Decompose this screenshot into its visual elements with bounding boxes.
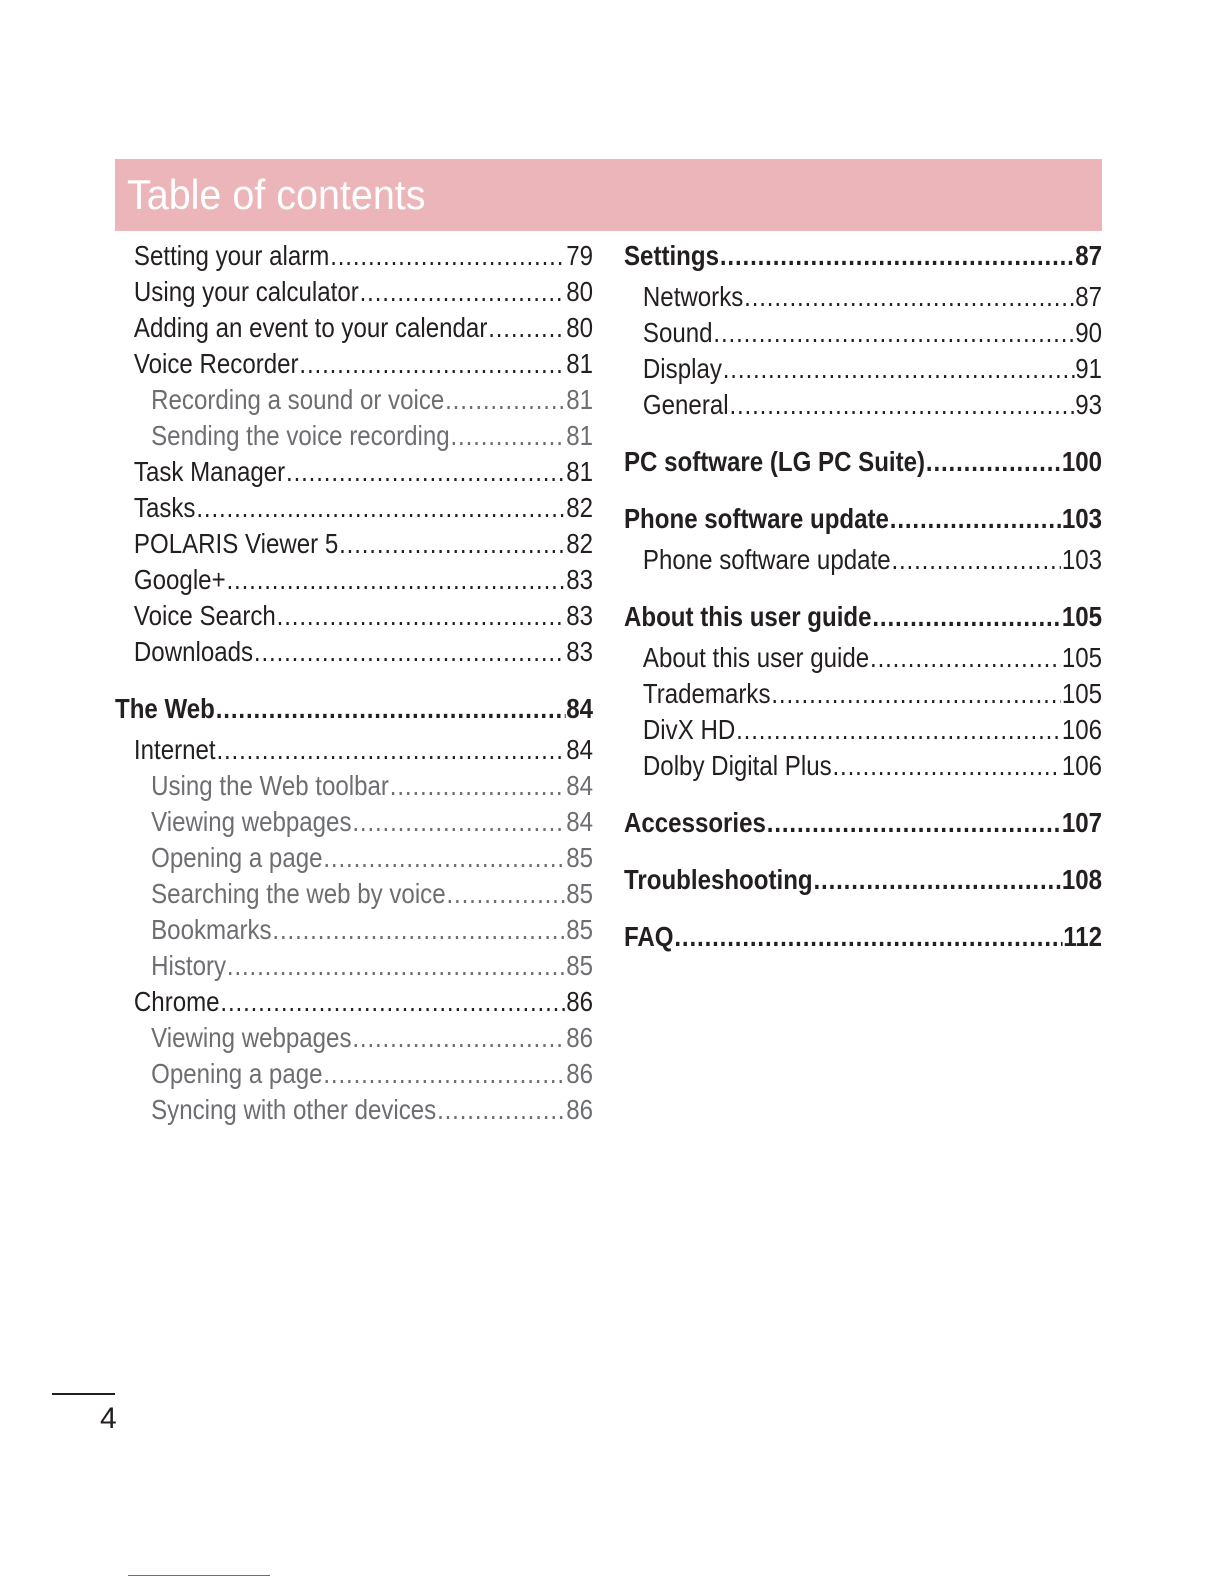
dot-leader: [771, 676, 1061, 712]
dot-leader: [445, 382, 565, 418]
toc-entry-label: About this user guide: [642, 642, 870, 673]
dot-leader: [451, 418, 566, 454]
toc-entry-label: Dolby Digital Plus: [642, 750, 832, 781]
toc-entry-label: Downloads: [133, 636, 254, 667]
dot-leader: [299, 346, 565, 382]
toc-entry-page: 105: [1061, 642, 1103, 673]
toc-entry[interactable]: [115, 804, 593, 840]
toc-entry-page: 81: [566, 420, 594, 451]
toc-entry-label: Opening a page: [151, 1058, 323, 1089]
dot-leader: [872, 599, 1061, 635]
toc-entry-label: Networks: [642, 281, 744, 312]
toc-entry-page: 81: [566, 348, 594, 379]
toc-entry[interactable]: [115, 310, 593, 346]
toc-entry-page: 106: [1061, 714, 1103, 745]
toc-entry[interactable]: [624, 501, 1102, 537]
toc-entry-label: Phone software update: [642, 544, 891, 575]
toc-entry-label: PC software (LG PC Suite): [624, 446, 926, 477]
toc-entry-page: 84: [566, 734, 594, 765]
toc-entry[interactable]: [624, 599, 1102, 635]
dot-leader: [220, 984, 565, 1020]
dot-leader: [390, 768, 566, 804]
toc-entry-page: 84: [566, 806, 594, 837]
toc-entry-label: Google+: [133, 564, 226, 595]
dot-leader: [446, 876, 565, 912]
toc-entry-page: 79: [566, 240, 594, 271]
toc-entry-page: 86: [566, 1058, 594, 1089]
toc-entry[interactable]: [115, 346, 593, 382]
dot-leader: [254, 634, 566, 670]
toc-entry-label: Using your calculator: [133, 276, 359, 307]
toc-entry[interactable]: [624, 712, 1102, 748]
toc-entry[interactable]: [115, 454, 593, 490]
toc-entry[interactable]: [115, 768, 593, 804]
toc-entry-page: 93: [1075, 389, 1103, 420]
toc-entry-label: Viewing webpages: [151, 806, 352, 837]
toc-entry[interactable]: [115, 948, 593, 984]
toc-entry-label: The Web: [115, 693, 215, 724]
dot-leader: [226, 562, 565, 598]
toc-entry-page: 82: [566, 528, 594, 559]
toc-entry-label: Task Manager: [133, 456, 286, 487]
toc-entry-page: 81: [566, 384, 594, 415]
dot-leader: [729, 387, 1074, 423]
toc-entry[interactable]: [115, 1020, 593, 1056]
toc-entry-label: Using the Web toolbar: [151, 770, 389, 801]
toc-entry[interactable]: [115, 634, 593, 670]
dot-leader: [360, 274, 566, 310]
dot-leader: [713, 315, 1074, 351]
toc-entry[interactable]: [115, 732, 593, 768]
toc-entry-label: Voice Recorder: [133, 348, 299, 379]
dot-leader: [272, 912, 565, 948]
toc-entry[interactable]: [115, 526, 593, 562]
toc-entry-label: Viewing webpages: [151, 1022, 352, 1053]
toc-entry-page: 80: [566, 276, 594, 307]
toc-entry[interactable]: [624, 676, 1102, 712]
toc-entry[interactable]: [624, 862, 1102, 898]
toc-entry[interactable]: [624, 351, 1102, 387]
toc-entry-page: 87: [1075, 240, 1103, 271]
toc-entry-label: Opening a page: [151, 842, 323, 873]
toc-entry[interactable]: [115, 382, 593, 418]
toc-entry-page: 108: [1061, 864, 1103, 895]
toc-entry[interactable]: [624, 919, 1102, 955]
toc-entry-label: Settings: [624, 240, 720, 271]
toc-entry[interactable]: [115, 598, 593, 634]
toc-entry-label: Display: [642, 353, 722, 384]
toc-left-column: [115, 238, 593, 1128]
toc-entry[interactable]: [115, 984, 593, 1020]
toc-entry-label: POLARIS Viewer 5: [133, 528, 339, 559]
toc-entry-label: Sound: [642, 317, 713, 348]
dot-leader: [352, 804, 565, 840]
toc-entry-page: 103: [1061, 503, 1103, 534]
toc-entry-label: Tasks: [133, 492, 196, 523]
toc-entry-label: About this user guide: [624, 601, 872, 632]
toc-entry[interactable]: [115, 238, 593, 274]
dot-leader: [736, 712, 1061, 748]
toc-entry-page: 85: [566, 878, 594, 909]
dot-leader: [330, 238, 565, 274]
toc-entry-page: 100: [1061, 446, 1103, 477]
toc-entry-label: Troubleshooting: [624, 864, 813, 895]
dot-leader: [227, 948, 566, 984]
dot-leader: [196, 490, 565, 526]
dot-leader: [437, 1092, 565, 1128]
dot-leader: [832, 748, 1061, 784]
toc-entry-label: DivX HD: [642, 714, 736, 745]
toc-entry-page: 103: [1061, 544, 1103, 575]
toc-entry-page: 83: [566, 564, 594, 595]
toc-entry-page: 85: [566, 950, 594, 981]
toc-entry[interactable]: [115, 691, 593, 727]
toc-entry-page: 85: [566, 914, 594, 945]
dot-leader: [216, 732, 565, 768]
toc-entry-page: 106: [1061, 750, 1103, 781]
dot-leader: [488, 310, 565, 346]
dot-leader: [891, 542, 1061, 578]
dot-leader: [323, 1056, 565, 1092]
bottom-edge-rule: [128, 1575, 270, 1576]
toc-entry-page: 86: [566, 986, 594, 1017]
toc-entry-page: 107: [1061, 807, 1103, 838]
toc-entry[interactable]: [115, 1056, 593, 1092]
toc-entry-page: 85: [566, 842, 594, 873]
dot-leader: [813, 862, 1061, 898]
toc-entry-label: Recording a sound or voice: [151, 384, 445, 415]
toc-entry-page: 83: [566, 636, 594, 667]
toc-entry-page: 87: [1075, 281, 1103, 312]
toc-entry-label: Voice Search: [133, 600, 276, 631]
toc-entry[interactable]: [624, 748, 1102, 784]
dot-leader: [890, 501, 1061, 537]
dot-leader: [723, 351, 1075, 387]
dot-leader: [339, 526, 565, 562]
toc-entry-label: Bookmarks: [151, 914, 272, 945]
toc-entry-page: 105: [1061, 601, 1103, 632]
toc-entry[interactable]: [624, 444, 1102, 480]
toc-entry-label: Trademarks: [642, 678, 771, 709]
toc-entry-page: 86: [566, 1022, 594, 1053]
toc-entry-label: Sending the voice recording: [151, 420, 450, 451]
page-number: 4: [100, 1402, 117, 1435]
toc-entry-label: FAQ: [624, 921, 674, 952]
toc-entry-page: 105: [1061, 678, 1103, 709]
toc-entry[interactable]: [115, 490, 593, 526]
toc-entry-page: 84: [566, 693, 594, 724]
dot-leader: [352, 1020, 565, 1056]
toc-entry[interactable]: [115, 562, 593, 598]
dot-leader: [216, 691, 566, 727]
toc-entry-page: 83: [566, 600, 594, 631]
toc-entry-page: 90: [1075, 317, 1103, 348]
toc-entry[interactable]: [624, 387, 1102, 423]
toc-entry[interactable]: [115, 1092, 593, 1128]
toc-entry-label: Phone software update: [624, 503, 889, 534]
dot-leader: [277, 598, 566, 634]
toc-entry[interactable]: [624, 238, 1102, 274]
toc-entry-label: Accessories: [624, 807, 766, 838]
toc-header-banner: [115, 159, 1102, 231]
toc-entry-page: 82: [566, 492, 594, 523]
toc-entry[interactable]: [624, 542, 1102, 578]
toc-entry-label: Adding an event to your calendar: [133, 312, 488, 343]
dot-leader: [767, 805, 1061, 841]
toc-entry-page: 81: [566, 456, 594, 487]
toc-entry-label: Setting your alarm: [133, 240, 330, 271]
toc-entry-label: Internet: [133, 734, 216, 765]
dot-leader: [720, 238, 1075, 274]
dot-leader: [286, 454, 565, 490]
toc-entry-page: 112: [1063, 921, 1103, 952]
footer-rule: [52, 1393, 115, 1395]
toc-entry[interactable]: [115, 418, 593, 454]
page-title: Table of contents: [127, 171, 426, 218]
toc-entry-label: Searching the web by voice: [151, 878, 446, 909]
dot-leader: [870, 640, 1061, 676]
toc-entry[interactable]: [115, 274, 593, 310]
toc-entry[interactable]: [624, 640, 1102, 676]
dot-leader: [674, 919, 1062, 955]
toc-entry[interactable]: [115, 840, 593, 876]
toc-entry-label: Syncing with other devices: [151, 1094, 437, 1125]
toc-entry[interactable]: [624, 315, 1102, 351]
toc-entry[interactable]: [115, 912, 593, 948]
toc-entry[interactable]: [624, 805, 1102, 841]
toc-entry-page: 86: [566, 1094, 594, 1125]
toc-entry-label: Chrome: [133, 986, 220, 1017]
toc-entry[interactable]: [115, 876, 593, 912]
toc-right-column: [624, 238, 1102, 955]
toc-entry-page: 91: [1075, 353, 1103, 384]
toc-entry-page: 80: [566, 312, 594, 343]
toc-entry[interactable]: [624, 279, 1102, 315]
toc-entry-label: General: [642, 389, 729, 420]
toc-entry-label: History: [151, 950, 227, 981]
dot-leader: [744, 279, 1074, 315]
toc-entry-page: 84: [566, 770, 594, 801]
dot-leader: [323, 840, 565, 876]
dot-leader: [926, 444, 1061, 480]
